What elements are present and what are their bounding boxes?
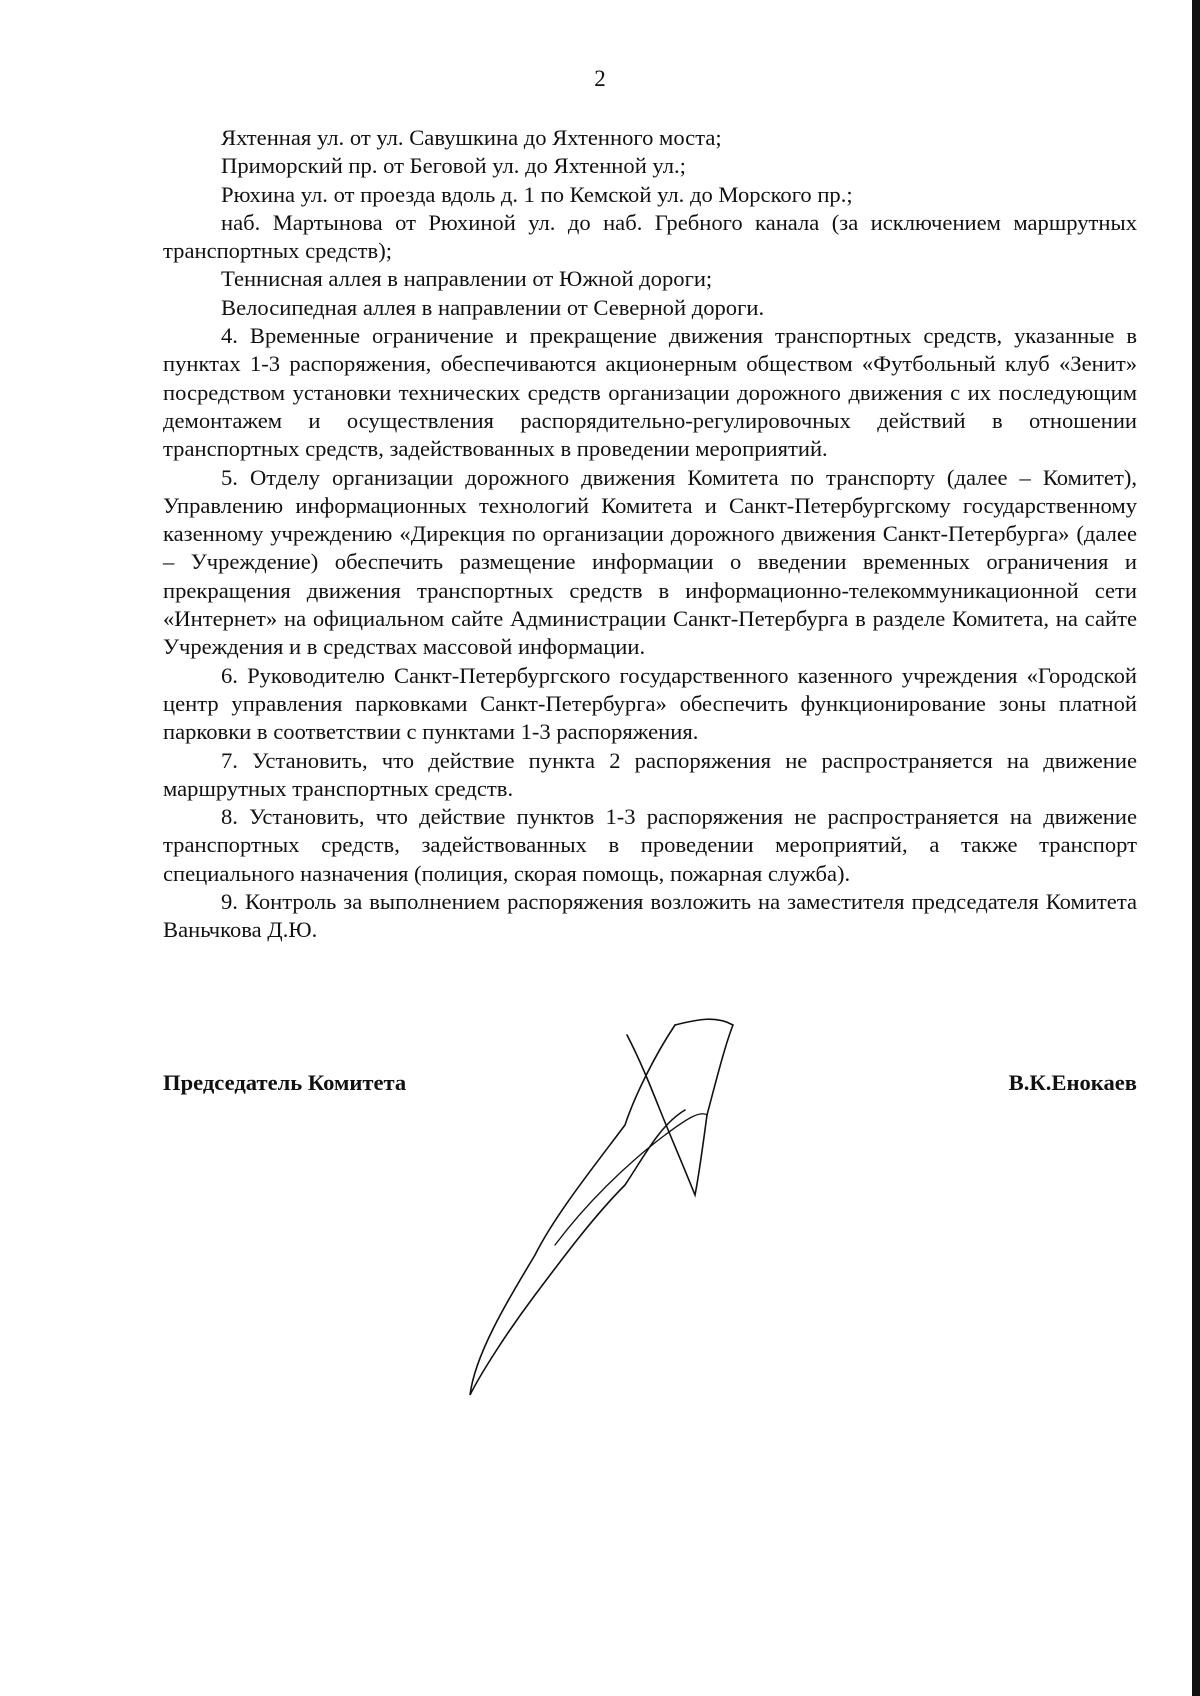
signatory-name: В.К.Енокаев (1008, 1070, 1137, 1095)
paragraph-5: Теннисная аллея в направлении от Южной дороги; (221, 266, 713, 292)
paragraph-6: Велосипедная аллея в направлении от Северной дороги. (221, 294, 765, 320)
signature-stroke-1 (470, 1025, 685, 1395)
paragraph-10: 7. Установить, что действие пункта 2 распоряжения не распространяется на движение маршрутных транспортных средств. (163, 747, 1137, 801)
paragraph-3: Рюхина ул. от проезда вдоль д. 1 по Кемской ул. до Морского пр.; (221, 181, 853, 207)
handwritten-signature (455, 1015, 795, 1405)
signature-stroke-2 (627, 1019, 733, 1195)
page-number: 2 (594, 66, 606, 91)
paragraph-2: Приморский пр. от Беговой ул. до Яхтенной ул.; (221, 153, 686, 179)
paragraph-11: 8. Установить, что действие пунктов 1-3 распоряжения не распространяется на движение транспортных средств, задействованных в проведении мероприятий, а также транспорт специального назначения (полиция, скорая помощь, пожарная служба). (163, 804, 1137, 886)
signatory-title: Председатель Комитета (163, 1070, 407, 1095)
paragraph-12: 9. Контроль за выполнением распоряжения возложить на заместителя председателя Комитета Ваньчкова Д.Ю. (163, 889, 1137, 943)
paragraph-9: 6. Руководителю Санкт-Петербургского государственного казенного учреждения «Городской центр управления парковками Санкт-Петербурга» обеспечить функционирование зоны платной парковки в соответствии с пунктами 1-3 распоряжения. (163, 662, 1137, 745)
paragraph-7: 4. Временные ограничение и прекращение движения транспортных средств, указанные в пунктах 1-3 распоряжения, обеспечиваются акционерным обществом «Футбольный клуб «Зенит» посредством установки технических средств организации дорожного движения с их последующим демонтажем и осуществления распорядительно-регулировочных действий в отношении транспортных средств, задействованных в проведении мероприятий. (163, 323, 1137, 462)
scan-edge-border (1192, 0, 1200, 1696)
document-body (163, 124, 1137, 945)
paragraph-1: Яхтенная ул. от ул. Савушкина до Яхтенного моста; (221, 125, 722, 150)
paragraph-8: 5. Отделу организации дорожного движения Комитета по транспорту (далее – Комитет), Управлению информационных технологий Комитета и Санкт-Петербургскому государственному казенному учреждению «Дирекция по организации дорожного движения Санкт-Петербурга» (далее – Учреждение) обеспечить размещение информации о введении временных ограничения и прекращения движения транспортных средств в информационно-телекоммуникационной сети «Интернет» на официальном сайте Администрации Санкт-Петербурга в разделе Комитета, на сайте Учреждения и в средствах массовой информации. (163, 464, 1137, 660)
signature-stroke-3 (555, 1114, 707, 1245)
paragraph-4: наб. Мартынова от Рюхиной ул. до наб. Гребного канала (за исключением маршрутных транспортных средств); (163, 209, 1137, 264)
